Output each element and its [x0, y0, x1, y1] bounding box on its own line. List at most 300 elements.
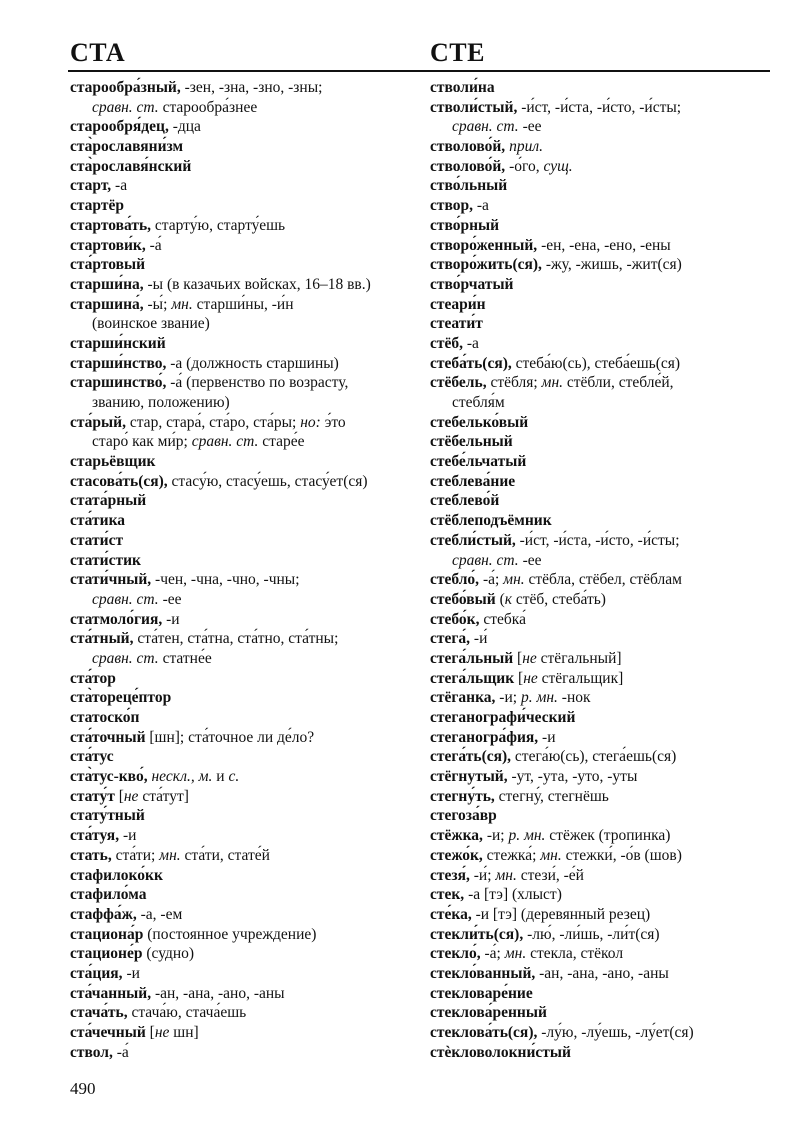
grammar-label: но:	[300, 413, 321, 431]
entry-text: -и́;	[469, 866, 496, 884]
headword: ста́ртовый	[70, 256, 146, 274]
headword: стеганогра́фия,	[430, 728, 539, 746]
dictionary-line	[70, 551, 418, 571]
entry-text: -и	[162, 610, 180, 628]
headword: стебло́,	[430, 571, 480, 589]
dictionary-line	[430, 688, 780, 708]
entry-text: статне́е	[158, 649, 212, 667]
entry-text: (воинское звание)	[92, 315, 210, 333]
dictionary-line	[430, 1043, 780, 1063]
dictionary-line	[430, 176, 780, 196]
headword: стегну́ть,	[430, 787, 495, 805]
dictionary-line	[70, 137, 418, 157]
dictionary-line	[70, 491, 418, 511]
dictionary-line	[430, 708, 780, 728]
dictionary-line	[430, 117, 780, 137]
dictionary-line	[70, 196, 418, 216]
dictionary-line	[430, 432, 780, 452]
entry-text: стёжек (тропинка)	[545, 827, 671, 845]
headword: створ,	[430, 197, 474, 215]
headword: стегоза́вр	[430, 807, 497, 825]
grammar-label: мн.	[159, 846, 181, 864]
dictionary-line	[70, 314, 418, 334]
headword: стафило́ма	[70, 886, 147, 904]
headword: статоско́п	[70, 709, 140, 726]
dictionary-line	[70, 393, 418, 413]
headword: стационе́р	[70, 945, 143, 963]
dictionary-line	[70, 925, 418, 945]
entry-text: званию, положению)	[92, 394, 230, 411]
entry-text: стёгальный]	[536, 649, 622, 667]
headword: ста́чечный	[70, 1024, 146, 1041]
dictionary-line	[70, 708, 418, 728]
entry-text: [шн]; ста́точное ли де́ло?	[145, 728, 315, 746]
dictionary-line	[430, 1023, 780, 1043]
headword: старши́нский	[70, 334, 166, 352]
entry-text: -лу́ю, -лу́ешь, -лу́ет(ся)	[537, 1024, 694, 1041]
dictionary-line	[70, 452, 418, 472]
entry-text: -жу, -жишь, -жит(ся)	[541, 256, 682, 274]
headword: стекло́ванный,	[430, 964, 536, 982]
dictionary-line	[70, 1043, 418, 1063]
headword: ста̀тус-кво́,	[70, 768, 148, 786]
dictionary-line	[430, 314, 780, 334]
headword: стебо́к,	[430, 610, 480, 628]
header-rule	[68, 70, 770, 72]
headword: стати́ст	[70, 531, 124, 549]
entry-text: (постоянное учреждение)	[143, 925, 317, 943]
headword: старши́на,	[70, 275, 144, 293]
entry-text: стеба́ю(сь), стеба́ешь(ся)	[511, 354, 681, 372]
entry-text: -ут, -ута, -уто, -уты	[507, 768, 638, 786]
grammar-label: не	[523, 669, 538, 687]
headword: стек,	[430, 886, 465, 904]
grammar-label: сравн. ст.	[452, 551, 519, 569]
headword: ста́туя,	[70, 827, 120, 845]
headword: стёганка,	[430, 689, 496, 707]
dictionary-line	[430, 413, 780, 433]
dictionary-line	[430, 669, 780, 689]
headword: стволово́й,	[430, 138, 506, 156]
headword: створо́женный,	[430, 236, 538, 254]
dictionary-line	[70, 767, 418, 787]
headword: стёб,	[430, 334, 463, 352]
entry-text: стар, стара́, ста́ро, ста́ры;	[125, 413, 301, 431]
grammar-label: мн.	[503, 571, 525, 589]
dictionary-line	[70, 944, 418, 964]
dictionary-line	[430, 590, 780, 610]
entry-text: старши́ны, -и́н	[192, 295, 294, 313]
dictionary-line	[430, 728, 780, 748]
headword: статмоло́гия,	[70, 610, 163, 628]
headword: ста́тус	[70, 748, 114, 766]
dictionary-line	[70, 255, 418, 275]
dictionary-line	[430, 491, 780, 511]
dictionary-line	[430, 649, 780, 669]
headword: ста̀рославя́нский	[70, 157, 192, 175]
dictionary-line	[430, 984, 780, 1004]
headword: старшинство́,	[70, 374, 167, 392]
entry-text: стёгальщик]	[537, 669, 624, 687]
dictionary-line	[70, 905, 418, 925]
right-column	[430, 78, 780, 1062]
headword: стега́льный	[430, 649, 514, 667]
grammar-label: сравн. ст.	[452, 118, 519, 136]
headword: стациона́р	[70, 925, 144, 943]
dictionary-line	[430, 787, 780, 807]
entry-text: -ан, -ана, -ано, -аны	[535, 964, 669, 982]
headword: стезя́,	[430, 866, 470, 884]
headword: стеганографи́ческий	[430, 709, 576, 726]
dictionary-line	[430, 157, 780, 177]
headword: стёбельный	[430, 433, 513, 451]
dictionary-line	[70, 354, 418, 374]
headword: ство́рчатый	[430, 275, 514, 293]
headword: стебе́льчатый	[430, 453, 527, 471]
grammar-label: не	[123, 787, 139, 805]
dictionary-line	[70, 472, 418, 492]
dictionary-line	[70, 334, 418, 354]
entry-text: стёбла, стёбел, стёблам	[524, 571, 682, 589]
headword: стеари́н	[430, 295, 486, 313]
entry-text: [	[114, 787, 124, 805]
dictionary-line	[70, 1023, 418, 1043]
dictionary-line	[70, 669, 418, 689]
headword: стартови́к,	[70, 236, 146, 254]
entry-text: стасу́ю, стасу́ешь, стасу́ет(ся)	[167, 472, 368, 490]
dictionary-line	[70, 432, 418, 452]
headword: стёжка,	[430, 827, 483, 845]
headword: стафилоко́кк	[70, 866, 163, 884]
entry-text: [	[514, 669, 524, 687]
headword: стволи́стый,	[430, 98, 518, 116]
headword: стеати́т	[430, 315, 483, 333]
entry-text: -ы́;	[143, 295, 172, 313]
entry-text: [	[513, 649, 523, 667]
grammar-label: прил.	[509, 138, 543, 156]
dictionary-line	[430, 452, 780, 472]
dictionary-line	[430, 334, 780, 354]
dictionary-line	[70, 629, 418, 649]
entry-text: -дца	[168, 118, 201, 136]
headword: стату́тный	[70, 807, 145, 825]
entry-text: -лю́, -ли́шь, -ли́т(ся)	[523, 925, 660, 943]
headword: стега́ть(ся),	[430, 748, 512, 766]
grammar-label: мн.	[504, 945, 527, 963]
dictionary-line	[430, 511, 780, 531]
entry-text: -а, -ем	[136, 905, 183, 923]
dictionary-line	[70, 511, 418, 531]
headword: стеблева́ние	[430, 472, 516, 490]
grammar-label: сравн. ст.	[92, 98, 159, 116]
headword: стача́ть,	[70, 1004, 128, 1022]
headword: ста́тика	[70, 512, 126, 530]
dictionary-line	[70, 98, 418, 118]
dictionary-line	[70, 1003, 418, 1023]
headword: сте́ка,	[430, 905, 472, 923]
entry-text: -ен, -ена, -ено, -ены	[537, 236, 671, 254]
headword: стеклова́ренный	[430, 1004, 547, 1022]
entry-text: -ее	[518, 118, 542, 136]
headword: ста̀рославяни́зм	[70, 138, 184, 156]
dictionary-line	[70, 590, 418, 610]
headword: стать,	[70, 846, 112, 864]
entry-text: стача́ю, стача́ешь	[127, 1004, 247, 1022]
headword: старообра́зный,	[70, 79, 181, 96]
entry-text: -и́ст, -и́ста, -и́сто, -и́сты;	[515, 531, 680, 549]
entry-text: -зен, -зна, -зно, -зны;	[180, 79, 323, 96]
headword: ствол,	[70, 1043, 113, 1061]
headword: стасова́ть(ся),	[70, 472, 168, 490]
headword: стата́рный	[70, 492, 147, 510]
entry-text: -и	[119, 827, 137, 845]
headword: старшина́,	[70, 295, 144, 313]
headword: стволи́на	[430, 79, 495, 96]
headword: ство́льный	[430, 177, 508, 195]
grammar-label: сравн. ст.	[92, 590, 159, 608]
dictionary-line	[430, 472, 780, 492]
headword: стёбель,	[430, 374, 487, 392]
dictionary-line	[70, 157, 418, 177]
grammar-label: с.	[228, 768, 240, 786]
dictionary-line	[70, 610, 418, 630]
dictionary-line	[70, 413, 418, 433]
headword: стежо́к,	[430, 846, 483, 864]
dictionary-line	[430, 570, 780, 590]
dictionary-line	[430, 1003, 780, 1023]
headword: ство́рный	[430, 216, 500, 234]
entry-text: э́то	[320, 413, 346, 431]
headword: ста́тный,	[70, 630, 134, 648]
entry-text: -нок	[557, 689, 591, 707]
entry-text: -и [тэ] (деревянный резец)	[471, 905, 651, 923]
entry-text: -и;	[495, 689, 521, 707]
headword: стату́т	[70, 787, 115, 805]
dictionary-line	[430, 747, 780, 767]
dictionary-line	[70, 236, 418, 256]
headword: ста́чанный,	[70, 984, 152, 1002]
headword: стекловаре́ние	[430, 984, 533, 1002]
headword: ста̀тореце́птор	[70, 689, 172, 707]
page-number: 490	[70, 1079, 96, 1098]
headword: ста́тор	[70, 669, 116, 687]
dictionary-line	[430, 866, 780, 886]
headword: стаффа́ж,	[70, 905, 137, 923]
grammar-label: к	[504, 590, 512, 608]
dictionary-line	[70, 747, 418, 767]
entry-text: старе́е	[258, 433, 305, 451]
entry-text: старообра́знее	[158, 98, 258, 116]
headword: старши́нство,	[70, 354, 167, 372]
headword: стега́,	[430, 630, 471, 648]
entry-text: -ее	[158, 590, 182, 608]
headword: ста́точный	[70, 728, 146, 746]
dictionary-line	[70, 570, 418, 590]
grammar-label: мн.	[541, 374, 564, 392]
grammar-label: мн.	[171, 295, 193, 313]
entry-text: старту́ю, старту́ешь	[151, 216, 286, 234]
headword: стебо́вый	[430, 590, 496, 608]
dictionary-line	[70, 373, 418, 393]
dictionary-line	[430, 806, 780, 826]
dictionary-line	[430, 137, 780, 157]
dictionary-line	[430, 610, 780, 630]
headword: стебелько́вый	[430, 413, 529, 431]
headword: старообря́дец,	[70, 118, 169, 136]
dictionary-line	[70, 176, 418, 196]
headword: старьёвщик	[70, 453, 156, 471]
dictionary-line	[430, 905, 780, 925]
headword: стёгнутый,	[430, 768, 508, 786]
dictionary-line	[70, 964, 418, 984]
headword: стѐкловолокни́стый	[430, 1043, 571, 1061]
grammar-label: мн.	[495, 866, 517, 884]
grammar-label: мн.	[540, 846, 562, 864]
entry-text: -а [тэ] (хлыст)	[464, 886, 562, 904]
entry-text: стебка́	[479, 610, 526, 628]
entry-text: стёбля;	[486, 374, 542, 392]
dictionary-line	[430, 826, 780, 846]
dictionary-line	[430, 373, 780, 393]
headword: стеклова́ть(ся),	[430, 1024, 538, 1041]
entry-text: -а (должность старшины)	[166, 354, 339, 372]
entry-text: -а	[473, 197, 489, 215]
entry-text: стёб, стеба́ть)	[512, 590, 606, 608]
headword: стволово́й,	[430, 157, 506, 175]
entry-text: -ы (в казачьих войсках, 16–18 вв.)	[143, 275, 371, 293]
grammar-label: нескл., м.	[151, 768, 213, 786]
dictionary-line	[70, 866, 418, 886]
dictionary-line	[70, 117, 418, 137]
entry-text: -а́	[145, 236, 162, 254]
entry-text: -и́	[470, 630, 488, 648]
grammar-label: р. мн.	[520, 689, 558, 707]
dictionary-line	[430, 925, 780, 945]
headword: стёблеподъёмник	[430, 512, 552, 530]
dictionary-line	[430, 255, 780, 275]
entry-text: -а́;	[479, 571, 504, 589]
dictionary-line	[430, 551, 780, 571]
entry-text: ста́ти, стате́й	[180, 846, 270, 864]
entry-text: ста́ти;	[111, 846, 160, 864]
dictionary-line	[430, 393, 780, 413]
entry-text: (судно)	[142, 945, 195, 963]
dictionary-line	[430, 354, 780, 374]
entry-text: -ее	[518, 551, 542, 569]
dictionary-line	[70, 649, 418, 669]
grammar-label: сравн. ст.	[191, 433, 259, 451]
entry-text: -ан, -ана, -ано, -аны	[151, 984, 285, 1002]
dictionary-line	[70, 78, 418, 98]
dictionary-line	[430, 275, 780, 295]
entry-text: -и;	[482, 827, 509, 845]
headword: стартёр	[70, 197, 124, 215]
grammar-label: не	[522, 649, 537, 667]
dictionary-line	[70, 275, 418, 295]
dictionary-line	[70, 787, 418, 807]
entry-text: стези́, -е́й	[516, 866, 584, 884]
headword: створо́жить(ся),	[430, 256, 542, 274]
entry-text: шн]	[169, 1024, 199, 1041]
entry-text: стежка́;	[482, 846, 541, 864]
entry-text: -а́;	[480, 945, 505, 963]
dictionary-line	[70, 688, 418, 708]
dictionary-line	[70, 295, 418, 315]
grammar-label: сравн. ст.	[92, 649, 159, 667]
entry-text: [	[145, 1024, 155, 1041]
dictionary-line	[430, 196, 780, 216]
entry-text: -а́ (первенство по возрасту,	[166, 374, 349, 392]
headword: стекли́ть(ся),	[430, 925, 524, 943]
headword: стартова́ть,	[70, 216, 152, 234]
grammar-label: не	[154, 1024, 170, 1041]
headword: старт,	[70, 177, 112, 195]
entry-text: стега́ю(сь), стега́ешь(ся)	[511, 748, 677, 766]
entry-text: (	[495, 590, 505, 608]
entry-text: ста́тут]	[138, 787, 189, 805]
running-head-left: СТА	[70, 38, 126, 67]
entry-text: стебля́м	[452, 394, 505, 411]
headword: стекло́,	[430, 945, 481, 963]
dictionary-line	[70, 885, 418, 905]
headword: стати́чный,	[70, 571, 152, 589]
headword: стега́льщик	[430, 669, 515, 687]
left-column	[70, 78, 418, 1062]
headword: стебли́стый,	[430, 531, 516, 549]
entry-text: -и́ст, -и́ста, -и́сто, -и́сты;	[517, 98, 682, 116]
entry-text: стегну́, стегнёшь	[494, 787, 609, 805]
dictionary-line	[70, 728, 418, 748]
entry-text: стёбли, стебле́й,	[563, 374, 674, 392]
dictionary-line	[430, 885, 780, 905]
entry-text: стекла, стёкол	[526, 945, 624, 963]
dictionary-line	[430, 629, 780, 649]
dictionary-line	[430, 78, 780, 98]
entry-text: -а́	[112, 1043, 129, 1061]
entry-text: -чен, -чна, -чно, -чны;	[151, 571, 300, 589]
grammar-label: р. мн.	[508, 827, 546, 845]
dictionary-line	[430, 944, 780, 964]
running-head-right: СТЕ	[430, 38, 485, 67]
headword: стеблево́й	[430, 492, 500, 510]
dictionary-line	[430, 98, 780, 118]
entry-text: -о́го,	[505, 157, 544, 175]
entry-text: стежки́, -о́в (шов)	[561, 846, 682, 864]
headword: стати́стик	[70, 551, 141, 569]
dictionary-line	[70, 531, 418, 551]
dictionary-line	[430, 295, 780, 315]
dictionary-line	[70, 984, 418, 1004]
headword: ста́рый,	[70, 413, 126, 431]
dictionary-line	[430, 964, 780, 984]
headword: ста́ция,	[70, 964, 123, 982]
entry-text: -и	[122, 964, 140, 982]
dictionary-line	[70, 806, 418, 826]
dictionary-line	[70, 216, 418, 236]
grammar-label: сущ.	[543, 157, 573, 175]
dictionary-line	[430, 767, 780, 787]
entry-text: ста́тен, ста́тна, ста́тно, ста́тны;	[133, 630, 339, 648]
dictionary-line	[70, 826, 418, 846]
dictionary-line	[430, 216, 780, 236]
entry-text: и	[212, 768, 229, 786]
entry-text: старо́ как ми́р;	[92, 433, 192, 451]
entry-text: -а	[111, 177, 128, 195]
entry-text: -а	[463, 334, 479, 352]
dictionary-line	[430, 531, 780, 551]
entry-text: -и	[538, 728, 556, 746]
dictionary-line	[430, 846, 780, 866]
